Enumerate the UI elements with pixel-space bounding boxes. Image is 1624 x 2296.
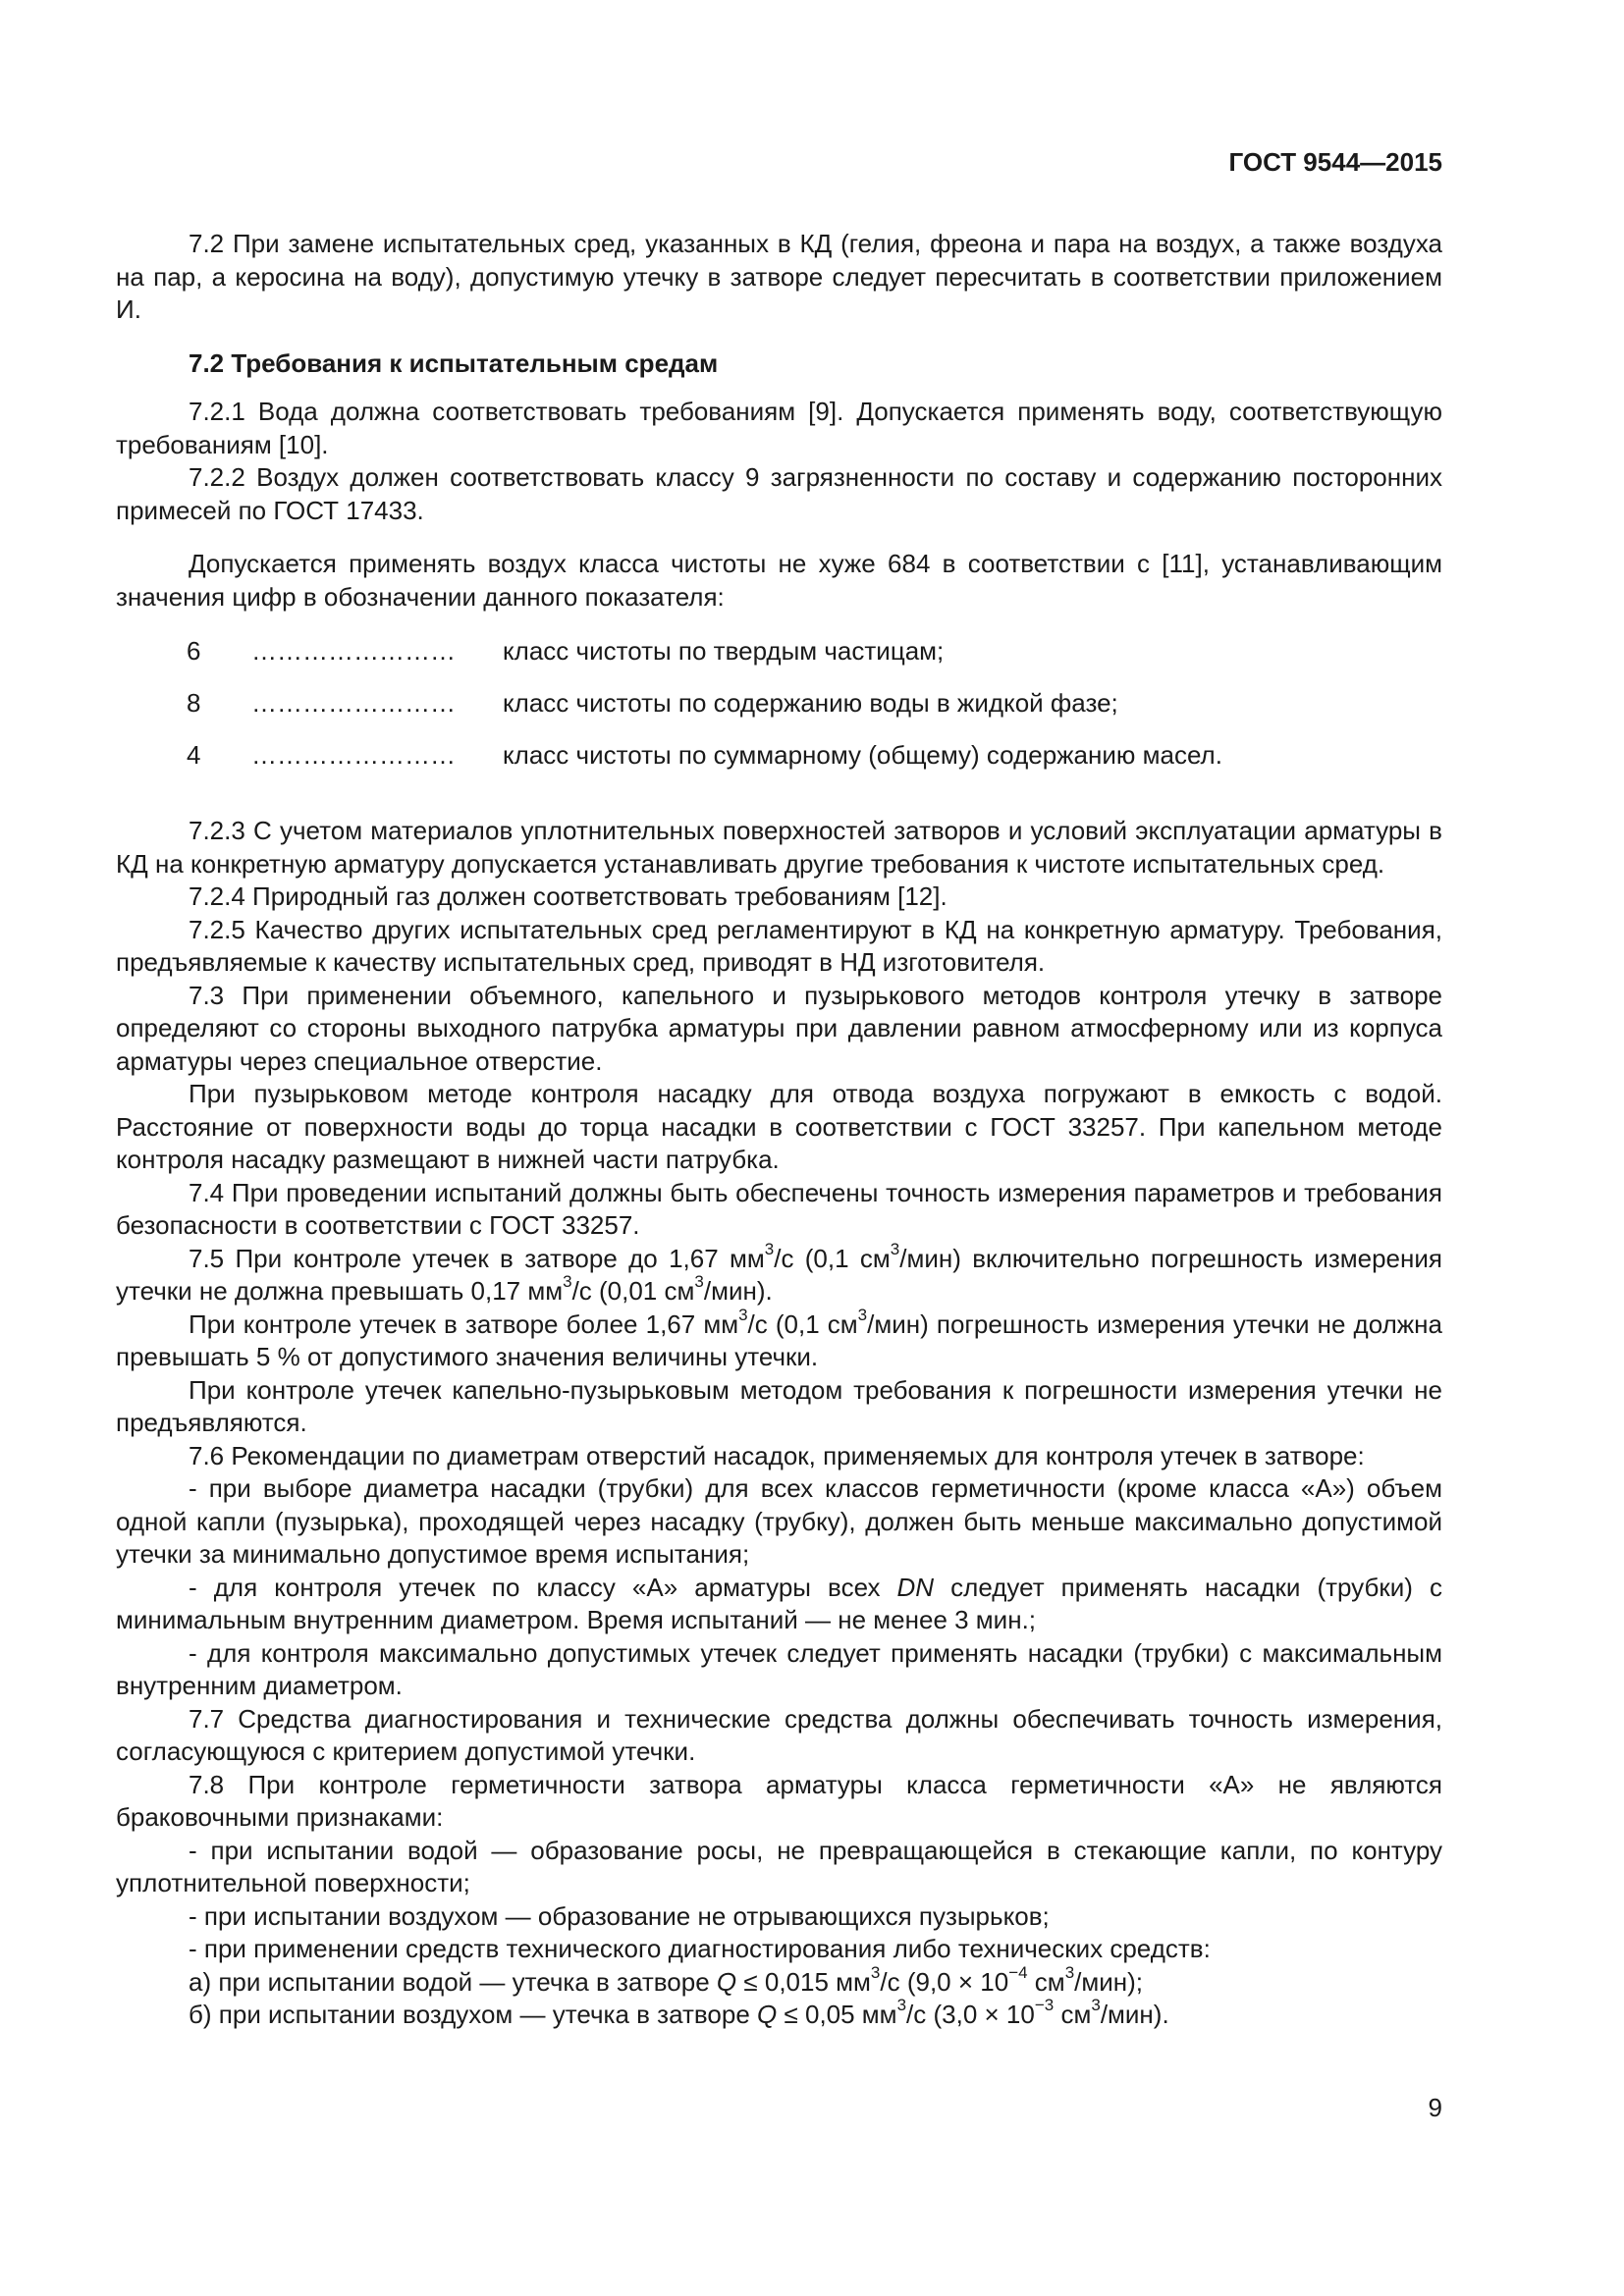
document-body [116, 228, 1442, 2032]
paragraph-allowed-air: Допускается применять воздух класса чистоты не хуже 684 в соответствии с [11], устанавливающим значения цифр в обозначении данного показателя: [116, 549, 1442, 612]
paragraph-7-5-more: При контроле утечек в затворе более 1,67 $мм^3/с$ (0,1 $см^3/мин$) погрешность измерения утечки не должна превышать 5 % от допустимого значения величины утечки. [116, 1305, 1442, 1371]
paragraph-7-7: 7.7 Средства диагностирования и технические средства должны обеспечивать точность измерения, согласующуюся с критерием допустимой утечки. [116, 1703, 1442, 1766]
purity-class-list [116, 635, 1442, 791]
class-digit: 4 [187, 740, 201, 770]
paragraph-7-8: 7.8 При контроле герметичности затвора арматуры класса герметичности «А» не являются браковочными признаками: [116, 1769, 1442, 1832]
class-description: класс чистоты по содержанию воды в жидкой фазе; [503, 688, 1118, 718]
purity-class-item [116, 739, 1442, 791]
class-digit: 6 [187, 636, 201, 666]
paragraph-7-5: 7.5 При контроле утечек в затворе до 1,67 $мм^3/с$ (0,1 $см^3/мин$) включительно погрешность измерения утечки не должна превышать 0,17 $мм^3/с$ (0,01 $см^3/мин$). [116, 1239, 1442, 1306]
class-description: класс чистоты по суммарному (общему) содержанию масел. [503, 740, 1222, 770]
list-item-7-8-air-bubbles: - при испытании воздухом — образование не отрывающихся пузырьков; [189, 1900, 1050, 1931]
purity-class-item [116, 635, 1442, 687]
purity-class-item [116, 687, 1442, 739]
list-item-7-6-c: - для контроля максимально допустимых утечек следует применять насадки (трубки) с максимальным внутренним диаметром. [116, 1637, 1442, 1700]
paragraph-7-2-4: 7.2.4 Природный газ должен соответствовать требованиям [12]. [189, 881, 947, 911]
page-number: 9 [1428, 2093, 1442, 2122]
list-item-7-6-a: - при выборе диаметра насадки (трубки) для всех классов герметичности (кроме класса «А») объем одной капли (пузырька), проходящей через насадку (трубку), должен быть меньше максимально допустимой утечки за минимально допустимое время испытания; [116, 1473, 1442, 1569]
paragraph-7-3: 7.3 При применении объемного, капельного и пузырькового методов контроля утечку в затворе определяют со стороны выходного патрубка арматуры при давлении равном атмосферному или из корпуса арматуры через специальное отверстие. [116, 980, 1442, 1076]
list-item-7-8-water-dew: - при испытании водой — образование росы, не превращающейся в стекающие капли, по контуру уплотнительной поверхности; [116, 1835, 1442, 1897]
leader-dots: …………………… [251, 688, 456, 718]
list-item-7-8-air-leak: б) при испытании воздухом — утечка в затворе Q ≤ 0,05 $мм^3/с$ ($3,0 \times 10^{-3}$ $см^3/мин$). [189, 1996, 1169, 2029]
paragraph-drip-bubble: При контроле утечек капельно-пузырьковым методом требования к погрешности измерения утечки не предъявляются. [116, 1374, 1442, 1437]
paragraph-7-4: 7.4 При проведении испытаний должны быть обеспечены точность измерения параметров и требования безопасности в соответствии с ГОСТ 33257. [116, 1177, 1442, 1240]
class-digit: 8 [187, 688, 201, 718]
paragraph-bubble-method: При пузырьковом методе контроля насадку для отвода воздуха погружают в емкость с водой. Расстояние от поверхности воды до торца насадки в соответствии с ГОСТ 33257. При капельном методе контроля насадку размещают в нижней части патрубка. [116, 1079, 1442, 1174]
leader-dots: …………………… [251, 740, 456, 770]
paragraph-7-2-1: 7.2.1 Вода должна соответствовать требованиям [9]. Допускается применять воду, соответствующую требованиям [10]. [116, 397, 1442, 459]
leader-dots: …………………… [251, 636, 456, 666]
section-heading: 7.2 Требования к испытательным средам [189, 347, 719, 378]
list-item-7-6-b: - для контроля утечек по классу «А» арматуры всех DN следует применять насадки (трубки) с минимальным внутренним диаметром. Время испытаний — не менее 3 мин.; [116, 1572, 1442, 1634]
paragraph-7-2-2: 7.2.2 Воздух должен соответствовать классу 9 загрязненности по составу и содержанию посторонних примесей по ГОСТ 17433. [116, 462, 1442, 525]
document-code-header: ГОСТ 9544—2015 [1228, 147, 1442, 177]
paragraph-7-2-5: 7.2.5 Качество других испытательных сред регламентируют в КД на конкретную арматуру. Требования, предъявляемые к качеству испытательных сред, приводят в НД изготовителя. [116, 914, 1442, 977]
paragraph-7-6: 7.6 Рекомендации по диаметрам отверстий насадок, применяемых для контроля утечек в затворе: [189, 1440, 1365, 1470]
paragraph-7-2-replacement: 7.2 При замене испытательных сред, указанных в КД (гелия, фреона и пара на воздух, а также воздуха на пар, а керосина на воду), допустимую утечку в затворе следует пересчитать в соответствии приложением И. [116, 229, 1442, 324]
paragraph-7-2-3: 7.2.3 С учетом материалов уплотнительных поверхностей затворов и условий эксплуатации арматуры в КД на конкретную арматуру допускается устанавливать другие требования к чистоте испытательных сред. [116, 816, 1442, 879]
class-description: класс чистоты по твердым частицам; [503, 636, 945, 666]
list-item-7-8-diagnostics: - при применении средств технического диагностирования либо технических средств: [189, 1934, 1211, 1963]
list-item-7-8-water-leak: а) при испытании водой — утечка в затворе Q ≤ 0,015 $мм^3/с$ ($9,0 \times 10^{-4}$ $см^3/мин$); [189, 1962, 1144, 1997]
